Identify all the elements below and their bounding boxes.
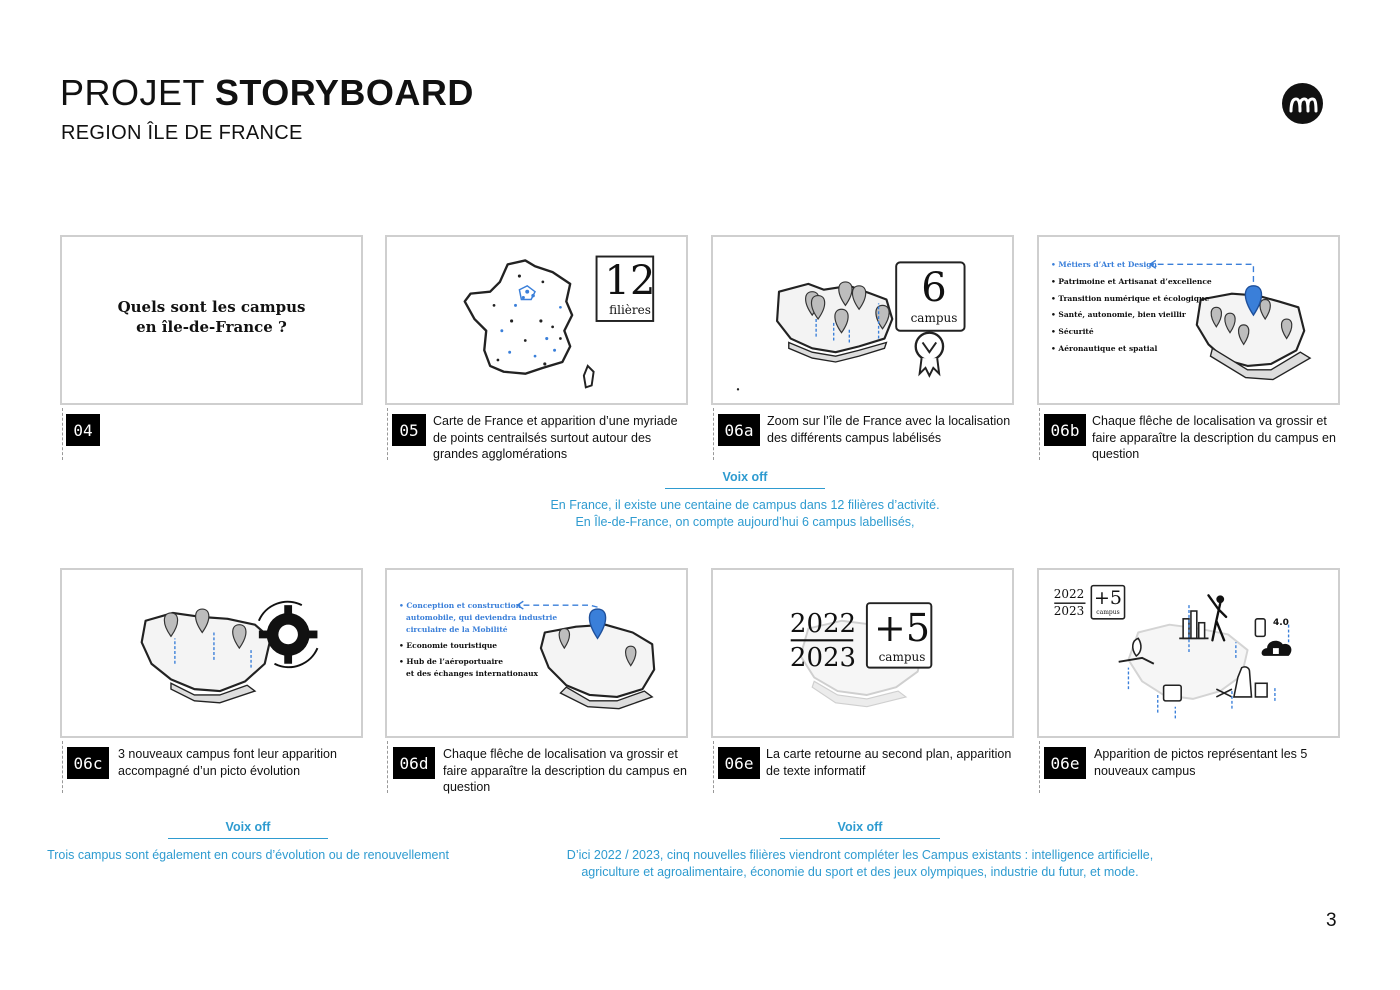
frame-description: Chaque flêche de localisation va grossir et faire apparaître la description du campus en question xyxy=(443,747,687,794)
year-top: 2022 xyxy=(1053,587,1085,601)
page-subtitle: REGION ÎLE DE FRANCE xyxy=(61,122,303,144)
storyboard-frame-06c xyxy=(60,568,363,738)
campus-list-item-text: Aéronautique et spatial xyxy=(1058,343,1158,353)
campus-list-item: • Hub de l’aéroportuaire xyxy=(399,657,504,666)
year-top: 2022 xyxy=(789,609,857,639)
frame-description: La carte retourne au second plan, apparition de texte informatif xyxy=(766,747,1012,778)
voix-off-title: Voix off xyxy=(837,820,883,834)
storyboard-frame-06d xyxy=(385,568,688,738)
campus-list-item: • Patrimoine et Artisanat d’excellence xyxy=(1051,276,1212,286)
plus-number: +5 xyxy=(1093,587,1122,609)
m-logo-icon xyxy=(1282,83,1323,124)
storyboard-frame-06a xyxy=(711,235,1014,405)
frame-number-badge: 06b xyxy=(1044,414,1086,446)
big-label: filières xyxy=(609,303,651,317)
frame-description: Chaque flêche de localisation va grossir et faire apparaître la description du campus en question xyxy=(1092,414,1336,461)
frame-number-badge: 06a xyxy=(718,414,760,446)
campus-list-item-text: Hub de l’aéroportuaire xyxy=(406,657,504,666)
frame-number-rule xyxy=(1039,408,1040,460)
campus-list-item-text: Conception et construction xyxy=(406,601,522,610)
voix-off-text xyxy=(445,497,1045,530)
frame-number-badge: 06e xyxy=(718,747,760,779)
plus-number: +5 xyxy=(873,606,931,650)
voix-off-rule xyxy=(780,838,940,839)
campus-list-item: • Métiers d’Art et Design xyxy=(1051,260,1157,269)
voix-off-line: En Île-de-France, on compte aujourd’hui 6 campus labellisés, xyxy=(575,514,915,529)
voix-off-title: Voix off xyxy=(225,820,271,834)
voix-off-line: D’ici 2022 / 2023, cinq nouvelles filières viendront compléter les Campus existants : intelligence artificielle, xyxy=(566,848,1154,862)
big-number: 12 xyxy=(604,258,656,304)
storyboard-frame-06e xyxy=(711,568,1014,738)
campus-list-item-text: Métiers d’Art et Design xyxy=(1058,260,1157,269)
page-title xyxy=(60,72,474,114)
voix-off-rule xyxy=(665,488,825,489)
campus-list-item-text: Transition numérique et écologique xyxy=(1058,293,1210,303)
faded-map-sketch xyxy=(713,570,1012,736)
voix-off-line: En France, il existe une centaine de campus dans 12 filières d’activité. xyxy=(550,498,940,512)
campus-list-item-text: Santé, autonomie, bien vieillir xyxy=(1058,310,1186,320)
voix-off-text xyxy=(520,847,1200,880)
frame-number-rule xyxy=(387,741,388,793)
plus-label: campus xyxy=(1096,609,1120,616)
frame-number-badge: 06c xyxy=(67,747,109,779)
idf-map-evolution-sketch xyxy=(62,570,361,736)
frame-number-rule xyxy=(1039,741,1040,793)
campus-list-item-text: Economie touristique xyxy=(406,641,498,650)
frame-number-rule xyxy=(713,741,714,793)
big-number: 6 xyxy=(921,265,947,311)
campus-list-item: et des échanges internationaux xyxy=(406,669,539,678)
voix-off-title: Voix off xyxy=(722,470,768,484)
frame-number-badge: 06d xyxy=(393,747,435,779)
frame-question xyxy=(62,297,361,337)
big-label: campus xyxy=(910,311,958,325)
frame-number-rule xyxy=(62,741,63,793)
frame-number-badge: 04 xyxy=(66,414,100,446)
question-line-2: en île-de-France ? xyxy=(136,318,287,336)
title-bold: STORYBOARD xyxy=(214,72,474,113)
plus-label: campus xyxy=(878,650,926,664)
campus-list-item: automobile, qui deviendra industrie xyxy=(406,613,558,622)
campus-list-item: • Transition numérique et écologique xyxy=(1051,293,1210,303)
campus-list-item-text: Patrimoine et Artisanat d’excellence xyxy=(1058,276,1212,286)
year-bottom: 2023 xyxy=(789,643,857,673)
frame-description: Apparition de pictos représentant les 5 nouveaux campus xyxy=(1094,747,1308,778)
campus-list-item: circulaire de la Mobilité xyxy=(406,625,508,634)
storyboard-frame-04 xyxy=(60,235,363,405)
storyboard-frame-06e-pictos xyxy=(1037,568,1340,738)
frame-number-rule xyxy=(713,408,714,460)
campus-list-item: • Sécurité xyxy=(1051,327,1094,337)
frame-description: Zoom sur l’île de France avec la localisation des différents campus labélisés xyxy=(767,414,1011,445)
campus-list-item: • Santé, autonomie, bien vieillir xyxy=(1051,310,1186,320)
storyboard-frame-05 xyxy=(385,235,688,405)
campus-list-item: • Conception et construction xyxy=(399,601,522,610)
voix-off-rule xyxy=(168,838,328,839)
year-bottom: 2023 xyxy=(1053,604,1085,618)
frame-number-rule xyxy=(387,408,388,460)
voix-off-text: Trois campus sont également en cours d’évolution ou de renouvellement xyxy=(47,848,449,862)
frame-number-rule xyxy=(62,408,63,460)
campus-list-item: • Aéronautique et spatial xyxy=(1051,343,1158,353)
storyboard-frame-06b xyxy=(1037,235,1340,405)
frame-description: 3 nouveaux campus font leur apparition accompagné d’un picto évolution xyxy=(118,747,337,778)
idf-map-sketch xyxy=(713,237,1012,403)
frame-number-badge: 06e xyxy=(1044,747,1086,779)
campus-list-item: • Economie touristique xyxy=(399,641,498,650)
question-line-1: Quels sont les campus xyxy=(117,298,306,316)
campus-list xyxy=(399,600,557,680)
campus-list-item-text: Sécurité xyxy=(1058,327,1094,337)
page-number: 3 xyxy=(1326,910,1337,931)
campus-list xyxy=(1051,257,1212,358)
frame-number-badge: 05 xyxy=(392,414,426,446)
title-light: PROJET xyxy=(60,72,205,113)
frame-description: Carte de France et apparition d’une myriade de points centrailsés surtout autour des grandes agglomérations xyxy=(433,414,678,461)
industry-badge: 4.0 xyxy=(1273,618,1289,628)
voix-off-line: agriculture et agroalimentaire, économie du sport et des jeux olympiques, industrie du futur, et mode. xyxy=(581,864,1139,879)
